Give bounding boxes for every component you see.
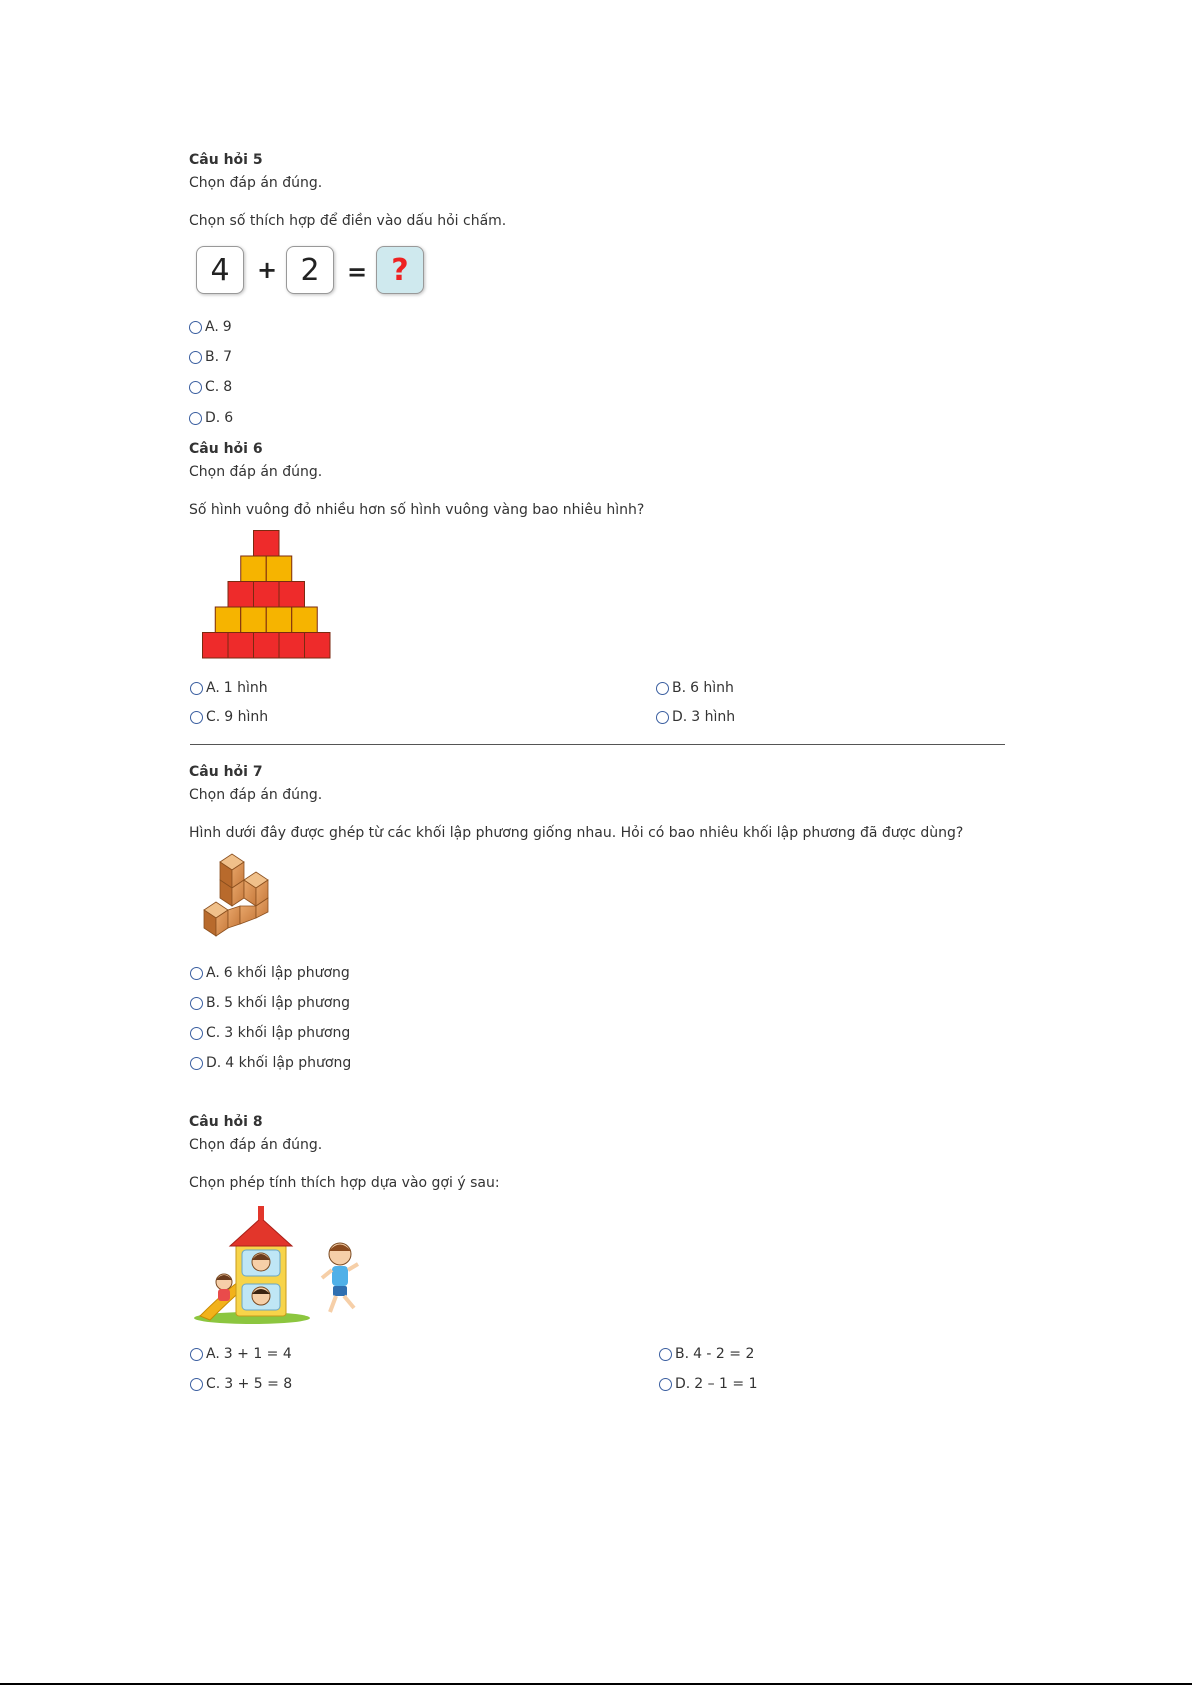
equation-equals: =	[347, 258, 368, 286]
question-instruction: Chọn đáp án đúng.	[189, 464, 323, 480]
question-instruction: Chọn đáp án đúng.	[189, 175, 323, 191]
radio-icon[interactable]	[189, 321, 202, 334]
q7-option-b[interactable]: B. 5 khối lập phương	[190, 993, 350, 1013]
equation-number-a: 4	[196, 246, 244, 294]
q7-option-a[interactable]: A. 6 khối lập phương	[190, 963, 350, 983]
q8-option-d[interactable]: D. 2 – 1 = 1	[659, 1374, 758, 1394]
question-title: Câu hỏi 7	[189, 764, 263, 780]
radio-icon[interactable]	[190, 997, 203, 1010]
q6-option-a[interactable]: A. 1 hình	[190, 678, 268, 698]
playhouse-children-image	[192, 1204, 372, 1326]
question-8	[189, 1114, 1009, 1191]
q5-option-b[interactable]: B. 7	[189, 347, 232, 367]
red-square	[279, 633, 305, 659]
q8-option-c[interactable]: C. 3 + 5 = 8	[190, 1374, 292, 1394]
question-instruction: Chọn đáp án đúng.	[189, 1137, 323, 1153]
q6-option-b[interactable]: B. 6 hình	[656, 678, 734, 698]
radio-icon[interactable]	[656, 682, 669, 695]
q8-option-a[interactable]: A. 3 + 1 = 4	[190, 1344, 292, 1364]
radio-icon[interactable]	[190, 1027, 203, 1040]
radio-icon[interactable]	[189, 381, 202, 394]
red-square	[228, 582, 254, 608]
question-title: Câu hỏi 5	[189, 152, 263, 168]
equation-plus: +	[257, 256, 278, 284]
q7-option-d[interactable]: D. 4 khối lập phương	[190, 1053, 351, 1073]
question-text: Chọn phép tính thích hợp dựa vào gợi ý sau:	[189, 1175, 500, 1191]
question-title: Câu hỏi 6	[189, 441, 263, 457]
radio-icon[interactable]	[190, 967, 203, 980]
yellow-square	[292, 607, 318, 633]
red-square	[254, 531, 280, 557]
red-square	[305, 633, 331, 659]
red-square	[254, 633, 280, 659]
radio-icon[interactable]	[189, 412, 202, 425]
question-6	[189, 441, 1009, 518]
question-instruction: Chọn đáp án đúng.	[189, 787, 323, 803]
radio-icon[interactable]	[659, 1348, 672, 1361]
q5-option-d[interactable]: D. 6	[189, 408, 233, 428]
question-text: Hình dưới đây được ghép từ các khối lập phương giống nhau. Hỏi có bao nhiêu khối lập phương đã được dùng?	[189, 825, 964, 841]
question-text: Chọn số thích hợp để điền vào dấu hỏi chấm.	[189, 213, 507, 229]
radio-icon[interactable]	[190, 1378, 203, 1391]
q5-option-c[interactable]: C. 8	[189, 377, 232, 397]
radio-icon[interactable]	[189, 351, 202, 364]
yellow-square	[241, 556, 267, 582]
radio-icon[interactable]	[190, 711, 203, 724]
section-divider	[190, 744, 1005, 745]
q8-option-b[interactable]: B. 4 - 2 = 2	[659, 1344, 754, 1364]
radio-icon[interactable]	[659, 1378, 672, 1391]
yellow-square	[266, 607, 292, 633]
q7-option-c[interactable]: C. 3 khối lập phương	[190, 1023, 350, 1043]
yellow-square	[241, 607, 267, 633]
red-square	[203, 633, 229, 659]
red-square	[228, 633, 254, 659]
red-square	[279, 582, 305, 608]
question-text: Số hình vuông đỏ nhiều hơn số hình vuông vàng bao nhiêu hình?	[189, 502, 645, 518]
equation-unknown: ?	[376, 246, 424, 294]
red-square	[254, 582, 280, 608]
square-pyramid-image	[202, 530, 332, 660]
equation-number-b: 2	[286, 246, 334, 294]
yellow-square	[266, 556, 292, 582]
q6-option-d[interactable]: D. 3 hình	[656, 707, 735, 727]
q6-option-c[interactable]: C. 9 hình	[190, 707, 268, 727]
cube-stack-image	[202, 852, 278, 938]
q5-option-a[interactable]: A. 9	[189, 317, 232, 337]
radio-icon[interactable]	[190, 1057, 203, 1070]
question-title: Câu hỏi 8	[189, 1114, 263, 1130]
radio-icon[interactable]	[190, 682, 203, 695]
radio-icon[interactable]	[656, 711, 669, 724]
radio-icon[interactable]	[190, 1348, 203, 1361]
question-7	[189, 764, 1009, 841]
question-5	[189, 152, 1009, 229]
yellow-square	[215, 607, 241, 633]
